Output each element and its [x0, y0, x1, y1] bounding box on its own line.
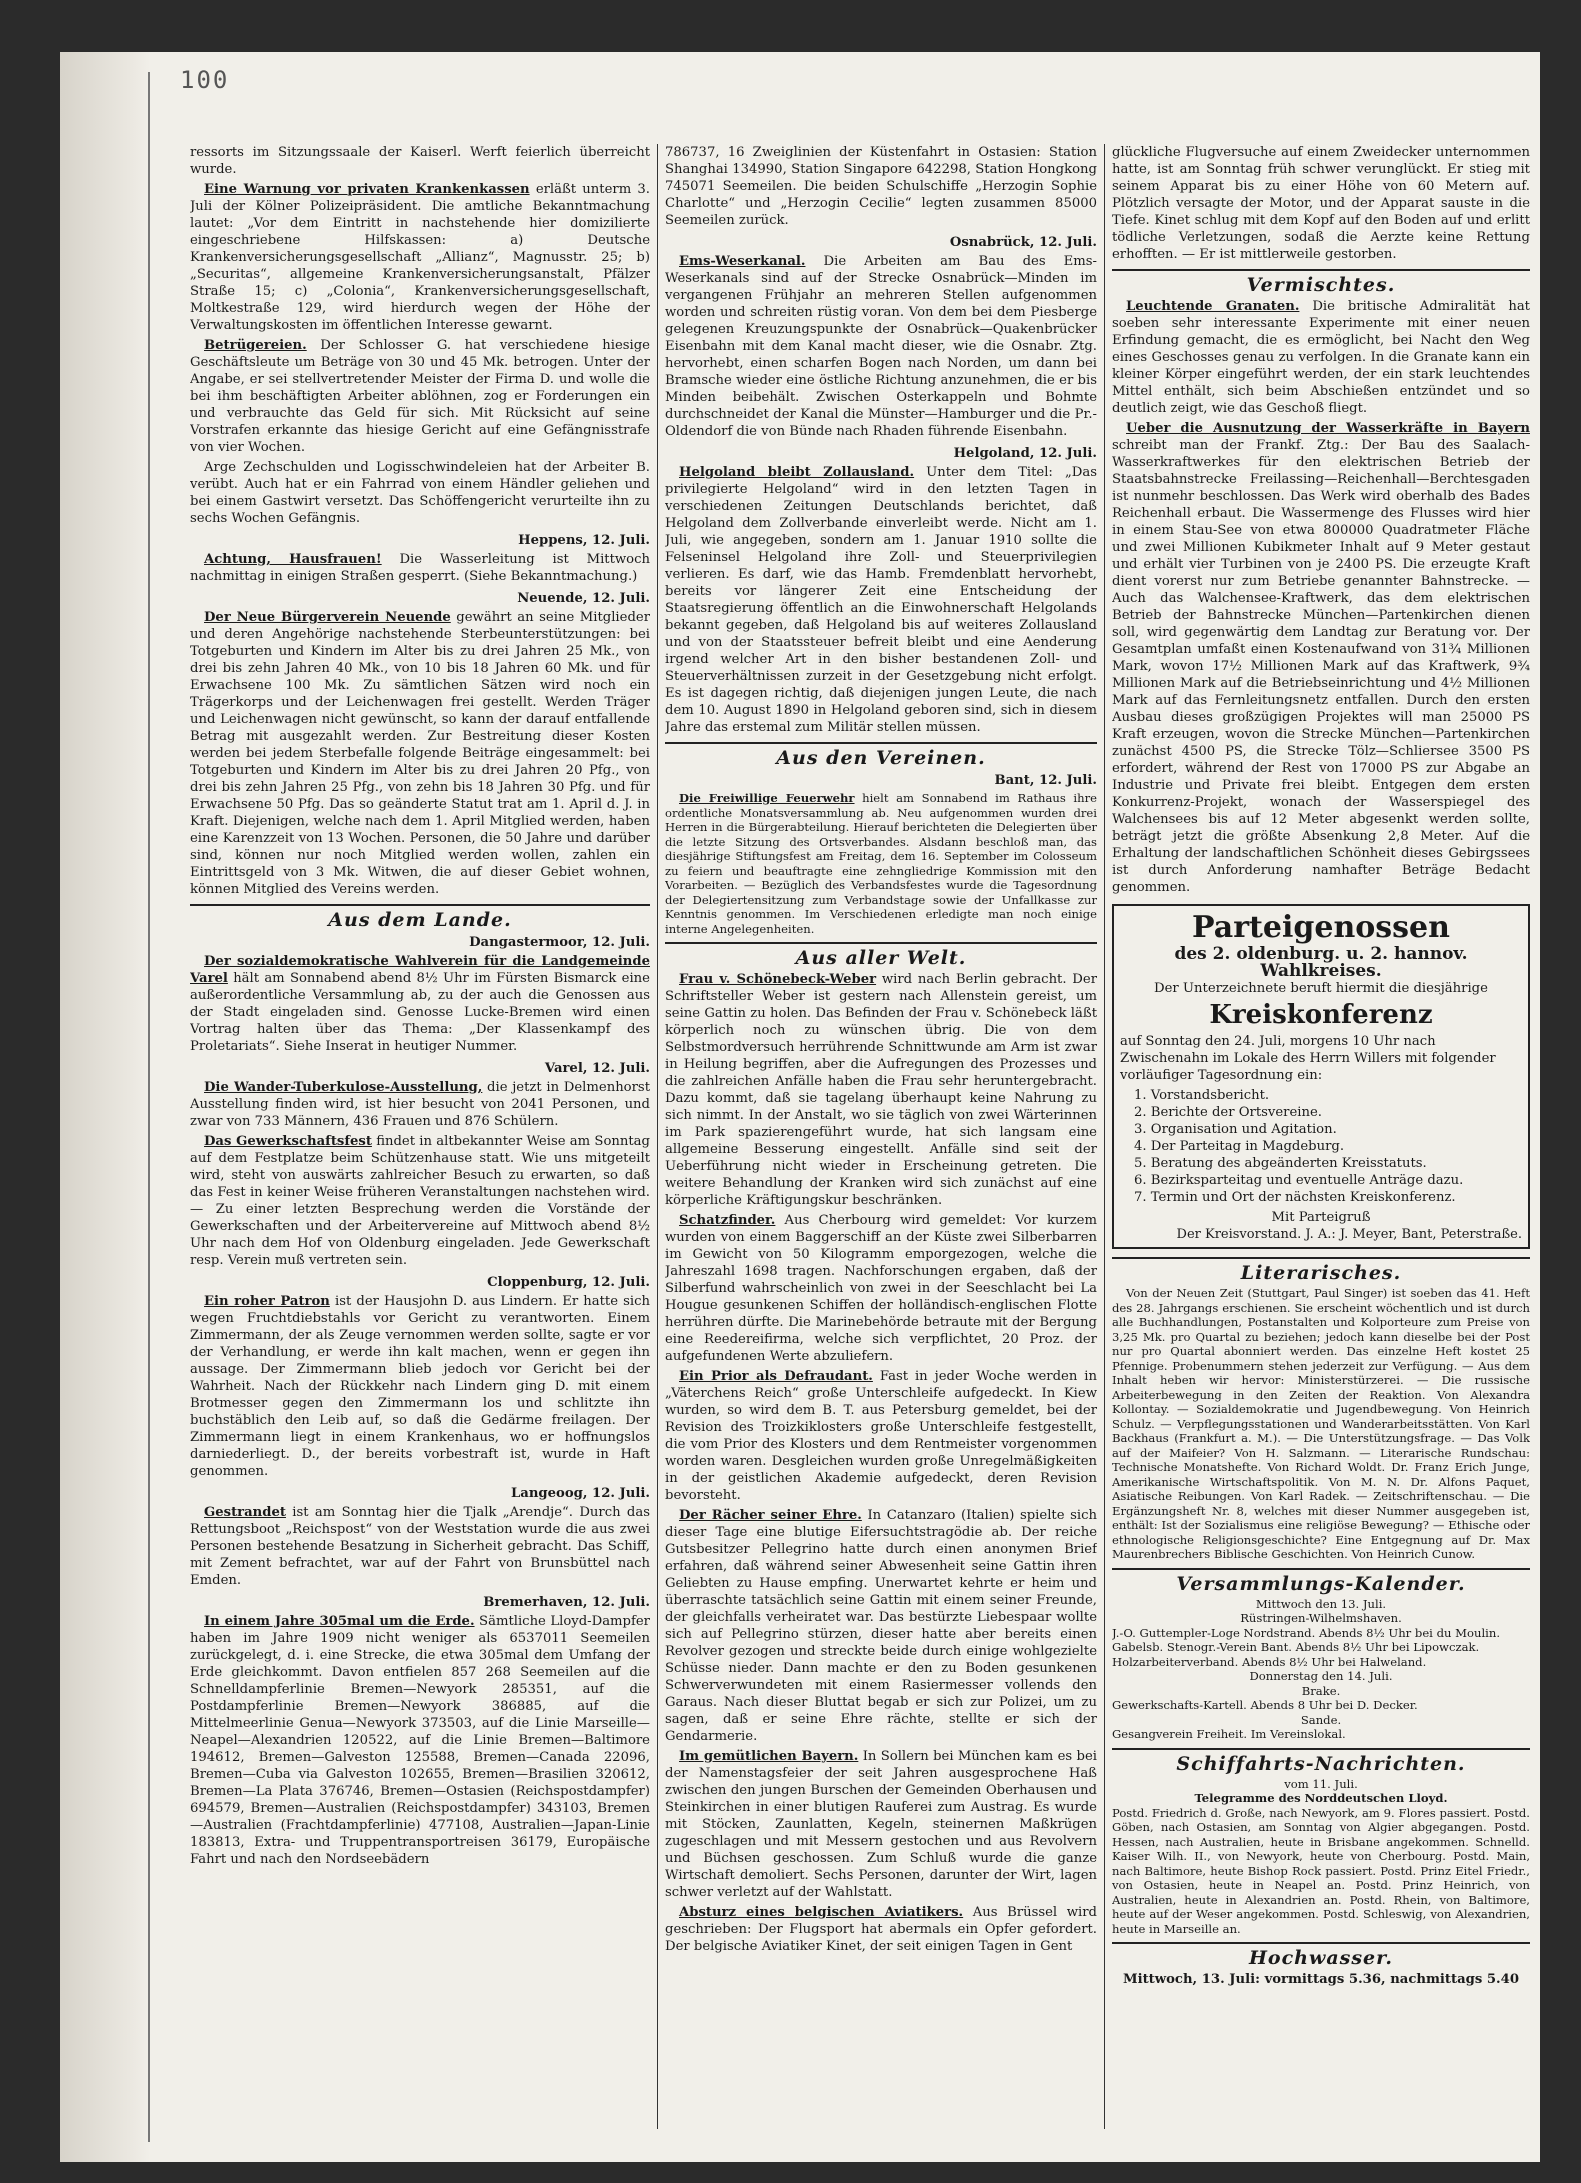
agenda-list	[1134, 1087, 1522, 1206]
article-paragraph	[1112, 298, 1530, 417]
article-text: 786737, 16 Zweiglinien der Küstenfahrt in Ostasien: Station Shanghai 134990, Station Singapore 642298, Station Hongkong 745071 Seemeilen. Die beiden Schulschiffe „Herzogin Sophie Charlotte“ und „Herzogin Cecilie“ legten zusammen 85000 Seemeilen zurück.	[665, 145, 1097, 228]
column-2	[665, 144, 1097, 2144]
dateline: Bremerhaven, 12. Juli.	[483, 1595, 650, 1610]
calendar-place: Sande.	[1300, 1712, 1342, 1727]
section-heading: Schiffahrts-Nachrichten.	[1112, 1748, 1530, 1773]
dateline: Langeoog, 12. Juli.	[511, 1486, 650, 1501]
column-3	[1112, 144, 1530, 2144]
article-keyword: Ueber die Ausnutzung der Wasserkräfte in Bayern	[1126, 421, 1530, 436]
article-paragraph	[665, 1212, 1097, 1365]
article-text: glückliche Flugversuche auf einem Zweidecker unternommen hatte, ist am Sonntag früh schwer verunglückt. Er stieg mit seinem Apparat bis zu einer Höhe von 60 Metern auf. Plötzlich versagte der Motor, und der Apparat sauste in die Tiefe. Kinet schlug mit dem Kopf auf den Boden auf und erlitt tödliche Verletzungen, sodaß die Aerzte keine Rettung erhofften. — Er ist mittlerweile gestorben.	[1112, 145, 1530, 262]
article-paragraph	[190, 1133, 650, 1269]
article-text: Fast in jeder Woche werden in „Väterchens Reich“ große Unterschleife aufgedeckt. In Kiew wurden, so wird dem B. T. aus Petersburg gemeldet, bei der Revision des Troizkiklosters große Unterschleife festgestellt, die vom Prior des Klosters und dem Rentmeister vorgenommen worden waren. Desgleichen wurden große Unregelmäßigkeiten in der geistlichen Akademie aufgedeckt, deren Revision bevorsteht.	[665, 1369, 1097, 1503]
section-heading: Aus aller Welt.	[665, 942, 1097, 967]
article-text: schreibt man der Frankf. Ztg.: Der Bau des Saalach-Wasserkraftwerkes für den elektrischen Betrieb der Staatsbahnstrecke Freilassing—Reichenhall—Berchtesgaden ist nunmehr beschlossen. Das Werk wird oberhalb des Bades Reichenhall erbaut. Die Wassermenge des Flusses wird hier in einem Stau-See von etwa 800000 Quadratmeter Fläche und zwei Millionen Kubikmeter Inhalt auf 9 Meter gestaut und erhält vier Turbinen von je 2400 PS. Die erzeugte Kraft dient vorerst nur zum Betriebe genannter Bahnstrecke. — Auch das Walchensee-Kraftwerk, das dem elektrischen Betrieb der Bahnstrecke München—Partenkirchen dienen soll, wird gegenwärtig dem Landtag zur Beratung vor. Der Gesamtplan umfaßt einen Kostenaufwand von 31¾ Millionen Mark, wovon 17½ Millionen Mark auf das Kraftwerk, 9¾ Millionen Mark auf die Betriebseinrichtung und 4½ Millionen Mark auf das Fernleitungsnetz entfallen. Durch den ersten Ausbau dieses großzügigen Projektes will man 25000 PS Kraft erzeugen, wovon die Strecke München—Partenkirchen zunächst 4500 PS, die Strecke Tölz—Schliersee 3500 PS erfordert, während der Rest von 17000 PS zur Abgabe an Industrie und Private frei bleibt. Entgegen dem ersten Konkurrenz-Projekt, wonach der Wasserspiegel des Walchensees bis auf 12 Meter abgesenkt werden sollte, beträgt jetzt die größte Absenkung 2,8 Meter. Auf die Erhaltung der landschaftlichen Schönheit dieses Gebirgssees ist durch Anforderung namhafter Beträge Bedacht genommen.	[1112, 438, 1530, 895]
calendar-entry: Gabelsb. Stenogr.-Verein Bant. Abends 8½ Uhr bei Lipowczak.	[1112, 1640, 1480, 1654]
tide-times: Mittwoch, 13. Juli: vormittags 5.36, nachmittags 5.40	[1122, 1972, 1519, 1987]
article-paragraph	[190, 337, 650, 456]
party-announcement	[1112, 904, 1530, 1249]
dateline: Neuende, 12. Juli.	[517, 591, 650, 606]
agenda-item: 6. Bezirksparteitag und eventuelle Anträge dazu.	[1134, 1173, 1464, 1188]
article-paragraph	[190, 609, 650, 898]
column-rule	[657, 144, 658, 2129]
article-text: Die Arbeiten am Bau des Ems-Weserkanals sind auf der Strecke Osnabrück—Minden im vergangenen Frühjahr an mehreren Stellen aufgenommen worden und schreiten rüstig voran. Von dem bei dem Piesberge gelegenen Kreuzungspunkte der Osnabrück—Quakenbrücker Eisenbahn mit dem Kanal macht dieser, wie die Osnabr. Ztg. hervorhebt, einen scharfen Bogen nach Norden, um dann bei Bramsche wieder eine östliche Richtung anzunehmen, die er bis Minden beibehält. Zwischen Osterkappeln und Bohmte durchschneidet der Kanal die Münster—Hamburger und die Pr.-Oldendorf die von Bünde nach Rhaden führende Eisenbahn.	[665, 254, 1097, 439]
article-keyword: Die Freiwillige Feuerwehr	[679, 791, 855, 805]
article-keyword: Achtung, Hausfrauen!	[204, 552, 382, 567]
article-paragraph	[665, 253, 1097, 440]
section-heading: Vermischtes.	[1112, 269, 1530, 294]
article-text: Unter dem Titel: „Das privilegierte Helgoland“ wird in den letzten Tagen in verschiedenen Zeitungen Deutschlands berichtet, daß Helgoland dem Zollverbande einverleibt werde. Nicht am 1. Juli, wie angegeben, sondern am 1. Januar 1910 sollte die Felseninsel Helgoland ihre Zoll- und Steuerprivilegien verlieren. Es darf, wie das Hamb. Fremdenblatt hervorhebt, bereits vor längerer Zeit eine Entscheidung der Staatsregierung öffentlich an die Einwohnerschaft Helgolands bekannt gegeben, daß Helgoland bis auf weiteres Zollausland und von der Staatssteuer befreit bleibt und eine Aenderung irgend welcher Art in den bisher bestandenen Zoll- und Steuerverhältnissen zurzeit in der Gesetzgebung nicht erfolgt. Es ist dagegen richtig, daß diejenigen jungen Leute, die nach dem 10. August 1890 in Helgoland geboren sind, sich in diesem Jahre das erstemal zum Militär stellen müssen.	[665, 465, 1097, 735]
article-keyword: Der Neue Bürgerverein Neuende	[204, 610, 451, 625]
article-text: ressorts im Sitzungssaale der Kaiserl. Werft feierlich überreicht wurde.	[190, 145, 650, 177]
section-heading: Aus den Vereinen.	[665, 742, 1097, 767]
article-text: die jetzt in Delmenhorst Ausstellung finden wird, ist hier besucht von 2041 Personen, und zwar von 733 Männern, 436 Frauen und 876 Schülern.	[190, 1080, 650, 1129]
dateline: Heppens, 12. Juli.	[518, 533, 650, 548]
article-paragraph	[190, 1613, 650, 1868]
article-text: gewährt an seine Mitglieder und deren Angehörige nachstehende Sterbeunterstützungen: bei Totgeburten und Kindern im Alter bis zu drei Jahren 25 Mk., von drei bis zehn Jahren 40 Mk., von 10 bis 18 Jahren 60 Mk. und für Erwachsene 100 Mk. Zu sämtlichen Sätzen wird noch ein Trägerkorps und der Leichenwagen frei gestellt. Werden Träger und Leichenwagen nicht gewünscht, so kann der darauf entfallende Betrag mit ausgezahlt werden. Zur Bestreitung dieser Kosten werden bei jedem Sterbefalle folgende Beiträge eingesammelt: bei Totgeburten und Kindern im Alter bis zu drei Jahren 20 Pfg., von drei bis zehn Jahren 25 Pfg., von zehn bis 18 Jahren 30 Pfg. und für Erwachsene 50 Pfg. Das so geänderte Statut trat am 1. April d. J. in Kraft. Diejenigen, welche nach dem 1. April Mitglied werden, haben eine Karenzzeit von 13 Wochen. Personen, die 50 Jahre und darüber sind, können nur noch Mitglied werden wollen, zahlen ein Eintrittsgeld von 3 Mk. Witwen, die auf dieser Gebiet wohnen, können Mitglied des Vereins werden.	[190, 610, 650, 897]
article-paragraph	[190, 551, 650, 585]
article-keyword: Ein roher Patron	[204, 1294, 330, 1309]
calendar-date: Mittwoch den 13. Juli.	[1255, 1596, 1387, 1611]
article-keyword: Im gemütlichen Bayern.	[679, 1749, 859, 1764]
article-keyword: Helgoland bleibt Zollausland.	[679, 465, 915, 480]
dateline: Bant, 12. Juli.	[994, 773, 1097, 788]
agenda-item: 4. Der Parteitag in Magdeburg.	[1134, 1139, 1345, 1154]
article-paragraph	[665, 1748, 1097, 1901]
article-text: hielt am Sonnabend im Rathaus ihre ordentliche Monatsversammlung ab. Neu aufgenommen wurden drei Herren in die Bürgerabteilung. Hierauf berichteten die Delegierten über die letzte Sitzung des Ortsverbandes. Alsdann beschloß man, das diesjährige Stiftungsfest am Freitag, dem 16. September im Colosseum zu feiern und beauftragte eine zehngliedrige Kommission mit den Vorarbeiten. — Bezüglich des Verbandsfestes wurde die Tagesordnung der Delegiertensitzung zum Verbandstage sowie der Unfallkasse zur Kenntnis genommen. Im Verschiedenen erledigte man noch einige interne Angelegenheiten.	[665, 791, 1097, 936]
announcement-when: auf Sonntag den 24. Juli, morgens 10 Uhr nach Zwischenahn im Lokale des Herrn Willers mit folgender vorläufiger Tagesordnung ein:	[1120, 1034, 1496, 1083]
announcement-greeting: Mit Parteigruß	[1271, 1210, 1371, 1225]
article-paragraph	[1112, 420, 1530, 896]
dateline: Dangastermoor, 12. Juli.	[469, 935, 650, 950]
article-keyword: Absturz eines belgischen Aviatikers.	[679, 1905, 964, 1920]
article-text: wird nach Berlin gebracht. Der Schriftsteller Weber ist gestern nach Allenstein gereist, um seine Gattin zu holen. Das Befinden der Frau v. Schönebeck läßt körperlich noch zu wünschen übrig. Die von dem Selbstmordversuch herrührende Schnittwunde am Arm ist zwar in Heilung begriffen, aber die Aufregungen des Prozesses und die zahlreichen Anfälle haben die Frau sehr heruntergebracht. Dazu kommt, daß sie tagelang überhaupt keine Nahrung zu sich nimmt. In der Anstalt, wo sie täglich von zwei Wärterinnen im Park spazierengeführt wurde, hat sich langsam eine allgemeine Besserung eingestellt. Anfälle sind seit der Ueberführung nicht wieder in Erscheinung getreten. Die weitere Behandlung der Kranken wird sich zunächst auf eine körperliche Kräftigungskur beschränken.	[665, 972, 1097, 1208]
dateline: Cloppenburg, 12. Juli.	[487, 1275, 650, 1290]
article-paragraph	[190, 181, 650, 334]
calendar-entry: Gewerkschafts-Kartell. Abends 8 Uhr bei D. Decker.	[1112, 1698, 1418, 1712]
article-text: In Catanzaro (Italien) spielte sich dieser Tage eine blutige Eifersuchtstragödie ab. Der reiche Gutsbesitzer Pellegrino hatte durch einen anonymen Brief erfahren, daß während seiner Abwesenheit seine Gattin ihren Geliebten zu Hause empfing. Unerwartet kehrte er heim und überraschte tatsächlich seine Gattin mit einem seiner Freunde, der gleichfalls verheiratet war. Das bestürzte Liebespaar wollte sich auf Pellegrino stürzen, dieser hatte aber bereits einen Revolver gezogen und streckte beide durch einige wohlgezielte Schüsse nieder. Dann machte er den zu Boden gesunkenen Schwerverwundeten mit einem Rasiermesser vollends den Garaus. Nach dieser Bluttat begab er sich zur Polizei, um zu sagen, daß er seine Ehre rächte, stellte er sich der Gendarmerie.	[665, 1508, 1097, 1744]
article-paragraph	[665, 464, 1097, 736]
announcement-signature: Der Kreisvorstand. J. A.: J. Meyer, Bant, Peterstraße.	[1176, 1227, 1522, 1242]
article-text: Sämtliche Lloyd-Dampfer haben im Jahre 1909 nicht weniger als 6537011 Seemeilen zurückgelegt, d. i. eine Strecke, die etwa 305mal dem Umfang der Erde gleichkommt. Davon entfielen 857 268 Seemeilen auf die Schnelldampferlinie Bremen—Newyork 285351, auf die Postdampferlinie Bremen—Newyork 386885, auf die Mittelmeerlinie Genua—Newyork 373503, auf die Linie Marseille—Neapel—Alexandrien 120522, auf die Linie Bremen—Baltimore 194612, Bremen—Galveston 125588, Bremen—Canada 22096, Bremen—Cuba via Galveston 102655, Bremen—Brasilien 320612, Bremen—La Plata 376746, Bremen—Ostasien (Reichspostdampfer) 694579, Bremen—Australien (Reichspostdampfer) 343103, Bremen—Australien (Frachtdampferlinie) 477108, Australien—Japan-Linie 183813, Extra- und Truppentransportreisen 36179, Europäische Fahrt und nach den Nordseebädern	[190, 1614, 650, 1867]
article-keyword: Ein Prior als Defraudant.	[679, 1369, 873, 1384]
page-number: 100	[180, 66, 230, 94]
announcement-title: Parteigenossen	[1192, 910, 1450, 945]
article-keyword: Leuchtende Granaten.	[1126, 299, 1300, 314]
article-text: Aus Cherbourg wird gemeldet: Vor kurzem wurden von einem Baggerschiff an der Küste zwei Silberbarren im Gewicht von 50 Kilogramm emporgezogen, welche die Jahreszahl 1698 tragen. Nachforschungen ergaben, daß der Silberfund wahrscheinlich von zwei in der Seeschlacht bei La Hougue gesunkenen Schiffen der holländisch-englischen Flotte herrühren dürfte. Die Marinebehörde betraute mit der Bergung eine Reedereifirma, welche sich verpflichtet, 20 Proz. der aufgefundenen Werte abzuliefern.	[665, 1213, 1097, 1364]
article-text: hält am Sonnabend abend 8½ Uhr im Fürsten Bismarck eine außerordentliche Versammlung ab, zu der auch die Genossen aus der Stadt eingeladen sind. Genosse Lucke-Bremen wird einen Vortrag halten über das Thema: „Der Klassenkampf des Proletariats“. Siehe Inserat in heutiger Nummer.	[190, 971, 650, 1054]
calendar-entry: J.-O. Guttempler-Loge Nordstrand. Abends 8½ Uhr bei du Moulin.	[1112, 1625, 1501, 1640]
article-keyword: Der sozialdemokratische Wahlverein für die Landgemeinde Varel	[190, 954, 650, 986]
shipping-date: vom 11. Juli.	[1284, 1776, 1358, 1791]
article-keyword: Ems-Weserkanal.	[679, 254, 806, 269]
article-paragraph	[665, 791, 1097, 936]
agenda-item: 2. Berichte der Ortsvereine.	[1134, 1105, 1322, 1120]
section-heading: Hochwasser.	[1112, 1942, 1530, 1967]
article-paragraph	[190, 953, 650, 1055]
section-heading: Aus dem Lande.	[190, 904, 650, 929]
article-text: erläßt unterm 3. Juli der Kölner Polizeipräsident. Die amtliche Bekanntmachung lautet: „Vor dem Eintritt in nachstehende hier domizilierte eingeschriebene Hilfskassen: a) Deutsche Krankenversicherungsgesellschaft „Allianz“, Magnusstr. 25; b) „Securitas“, allgemeine Krankenversicherungsanstalt, Pfälzer Straße 15; c) „Colonia“, Krankenversicherungsgesellschaft, Moltkestraße 129, wird hierdurch wegen der Höhe der Verwaltungskosten im öffentlichen Interesse gewarnt.	[190, 182, 650, 333]
article-keyword: Der Rächer seiner Ehre.	[679, 1508, 862, 1523]
calendar-place: Brake.	[1301, 1683, 1341, 1698]
newspaper-page	[60, 52, 1540, 2162]
shipping-list: Postd. Friedrich d. Große, nach Newyork, am 9. Flores passiert. Postd. Göben, nach Ostasien, am Sonntag von Algier abgegangen. Postd. Hessen, nach Australien, heute in Brisbane angekommen. Schnelld. Kaiser Wilh. II., von Newyork, heute von Cherbourg. Postd. Main, nach Baltimore, heute Bishop Rock passiert. Postd. Prinz Eitel Friedr., von Ostasien, heute in Neapel an. Postd. Prinz Heinrich, von Australien, heute in Alexandrien an. Postd. Rhein, von Baltimore, heute auf der Weser angekommen. Postd. Schleswig, von Alexandrien, heute in Marseille an.	[1112, 1805, 1530, 1936]
article-text: Die britische Admiralität hat soeben sehr interessante Experimente mit einer neuen Erfindung gemacht, die es ermöglicht, bei Nacht den Weg eines Geschosses genau zu verfolgen. In die Granate kann ein kleiner Körper eingeführt werden, der ein stark leuchtendes Mittel enthält, sich beim Abschießen entzündet und so deutlich zeigt, wie das Geschoß fliegt.	[1112, 299, 1530, 416]
section-heading: Literarisches.	[1112, 1257, 1530, 1282]
dateline: Helgoland, 12. Juli.	[953, 446, 1097, 461]
article-keyword: In einem Jahre 305mal um die Erde.	[204, 1614, 475, 1629]
calendar-entry: Gesangverein Freiheit. Im Vereinslokal.	[1112, 1727, 1346, 1741]
article-text: Die Wasserleitung ist Mittwoch nachmittag in einigen Straßen gesperrt. (Siehe Bekanntmachung.)	[190, 552, 650, 584]
article-paragraph	[665, 971, 1097, 1209]
dateline: Osnabrück, 12. Juli.	[949, 235, 1097, 250]
article-keyword: Eine Warnung vor privaten Krankenkassen	[204, 182, 530, 197]
article-text: ist der Hausjohn D. aus Lindern. Er hatte sich wegen Fruchtdiebstahls vor Gericht zu verantworten. Einem Zimmermann, der als Zeuge vernommen werden sollte, sagte er vor der Verhandlung, er werde ihn kalt machen, wenn er gegen ihn aussage. Der Zimmermann blieb jedoch vor Gericht bei der Wahrheit. Nach der Rückkehr nach Lindern ging D. mit einem Brotmesser gegen den Zimmermann los und schlitzte ihn buchstäblich den Leib auf, so daß die Gedärme freilagen. Der Zimmermann liegt in einem Krankenhaus, wo er hoffnungslos darniederliegt. D., der bereits vorbestraft ist, wurde in Haft genommen.	[190, 1294, 650, 1479]
calendar-date: Donnerstag den 14. Juli.	[1249, 1669, 1393, 1683]
article-keyword: Betrügereien.	[204, 338, 307, 353]
agenda-item: 1. Vorstandsbericht.	[1134, 1088, 1270, 1103]
article-text: Aus Brüssel wird geschrieben: Der Flugsport hat abermals ein Opfer gefordert. Der belgische Aviatiker Kinet, der seit einigen Tagen in Gent	[665, 1905, 1097, 1954]
article-keyword: Das Gewerkschaftsfest	[204, 1134, 372, 1149]
article-paragraph	[665, 1507, 1097, 1745]
calendar-entry: Holzarbeiterverband. Abends 8½ Uhr bei Halweland.	[1112, 1654, 1427, 1669]
column-1	[190, 144, 650, 2144]
article-paragraph	[190, 1504, 650, 1589]
announcement-event: Kreiskonferenz	[1209, 1000, 1433, 1030]
calendar-place: Rüstringen-Wilhelmshaven.	[1240, 1611, 1402, 1625]
binding-gutter	[60, 52, 150, 2162]
article-keyword: Die Wander-Tuberkulose-Ausstellung,	[204, 1080, 483, 1095]
dateline: Varel, 12. Juli.	[544, 1061, 650, 1076]
article-text: In Sollern bei München kam es bei der Namenstagsfeier der seit Jahren ausgesprochene Haß zwischen den jungen Burschen der Gemeinden Oberhausen und Steinkirchen in einer blutigen Rauferei zum Austrag. Es wurde mit Stöcken, Zaunlatten, Kegeln, steinernen Maßkrügen zugeschlagen und mit Messern gestochen und aus Revolvern und Büchsen geschossen. Zum Schluß wurde die ganze Wirtschaft demoliert. Sechs Personen, darunter der Wirt, lagen schwer verletzt auf der Wahlstatt.	[665, 1749, 1097, 1900]
article-keyword: Gestrandet	[204, 1505, 286, 1520]
announcement-subtitle: des 2. oldenburg. u. 2. hannov. Wahlkreises.	[1174, 944, 1468, 981]
announcement-intro: Der Unterzeichnete beruft hiermit die diesjährige	[1154, 981, 1488, 996]
article-paragraph	[190, 1293, 650, 1480]
article-text: Arge Zechschulden und Logisschwindeleien hat der Arbeiter B. verübt. Auch hat er ein Fahrrad von einem Händler geliehen und bei einem Gastwirt versetzt. Das Schöffengericht verurteilte ihn zu sechs Wochen Gefängnis.	[190, 460, 650, 526]
article-paragraph	[665, 1368, 1097, 1504]
literary-notice: Von der Neuen Zeit (Stuttgart, Paul Singer) ist soeben das 41. Heft des 28. Jahrgangs erschienen. Sie erscheint wöchentlich und ist durch alle Buchhandlungen, Postanstalten und Kolporteure zum Preise von 3,25 Mk. pro Quartal zu beziehen; jedoch kann dieselbe bei der Post nur pro Quartal abonniert werden. Das einzelne Heft kostet 25 Pfennige. Probenummern stehen jederzeit zur Verfügung. — Aus dem Inhalt heben wir hervor: Ministerstürzerei. — Die russische Arbeiterbewegung in den Zeiten der Reaktion. Von Alexandra Kollontay. — Sozialdemokratie und Jugendbewegung. Von Heinrich Schulz. — Verpflegungsstationen und Wanderarbeitsstätten. Von Karl Backhaus (Frankfurt a. M.). — Die Unterstützungsfrage. — Das Volk auf der Maifeier? Von H. Salzmann. — Literarische Rundschau: Technische Monatshefte. Von Richard Woldt. Dr. Franz Erich Junge, Amerikanische Wirtschaftspolitik. Von M. N. Dr. Alfons Paquet, Asiatische Reibungen. Von Karl Radek. — Zeitschriftenschau. — Die Ergänzungsheft Nr. 8, welches mit dieser Nummer ausgegeben ist, enthält: Ist der Sozialismus eine religiöse Bewegung? — Ethische oder ethnologische Religionsgeschichte? Eine Entgegnung auf Dr. Max Maurenbrechers Biblische Geschichten. Von Heinrich Cunow.	[1112, 1286, 1530, 1561]
article-keyword: Frau v. Schönebeck-Weber	[679, 972, 877, 987]
column-rule	[1104, 144, 1105, 2129]
agenda-item: 3. Organisation und Agitation.	[1134, 1122, 1337, 1137]
article-text: Der Schlosser G. hat verschiedene hiesige Geschäftsleute um Beträge von 30 und 45 Mk. betrogen. Unter der Angabe, er sei stellvertretender Meister der Firma D. und wolle die bei ihm beschäftigten Arbeiter ablöhnen, zog er Forderungen ein und verbrauchte das Geld für sich. Mit Rücksicht auf seine Vorstrafen erkannte das hiesige Gericht auf eine Gefängnisstrafe von vier Wochen.	[190, 338, 650, 455]
article-paragraph	[665, 1904, 1097, 1955]
agenda-item: 7. Termin und Ort der nächsten Kreiskonferenz.	[1134, 1190, 1456, 1205]
article-text: findet in altbekannter Weise am Sonntag auf dem Festplatze beim Schützenhause statt. Wie uns mitgeteilt wird, steht von auswärts zahlreicher Besuch zu erwarten, so daß das Fest in keiner Weise früheren Veranstaltungen nachstehen wird. — Zu einer letzten Besprechung werden die Vorstände der Gewerkschaften und der Arbeitervereine auf Mittwoch abend 8½ Uhr nach dem Hof von Oldenburg eingeladen. Jede Gewerkschaft resp. Verein muß vertreten sein.	[190, 1134, 650, 1268]
agenda-item: 5. Beratung des abgeänderten Kreisstatuts.	[1134, 1156, 1427, 1171]
shipping-subtitle: Telegramme des Norddeutschen Lloyd.	[1194, 1791, 1448, 1805]
section-heading: Versammlungs-Kalender.	[1112, 1568, 1530, 1593]
article-keyword: Schatzfinder.	[679, 1213, 776, 1228]
gutter-line	[148, 72, 150, 2142]
article-text: ist am Sonntag hier die Tjalk „Arendje“. Durch das Rettungsboot „Reichspost“ von der Weststation wurde die aus zwei Personen bestehende Besatzung in Sicherheit gebracht. Das Schiff, mit Zement befrachtet, war auf der Fahrt von Brunsbüttel nach Emden.	[190, 1505, 650, 1588]
article-paragraph	[190, 1079, 650, 1130]
